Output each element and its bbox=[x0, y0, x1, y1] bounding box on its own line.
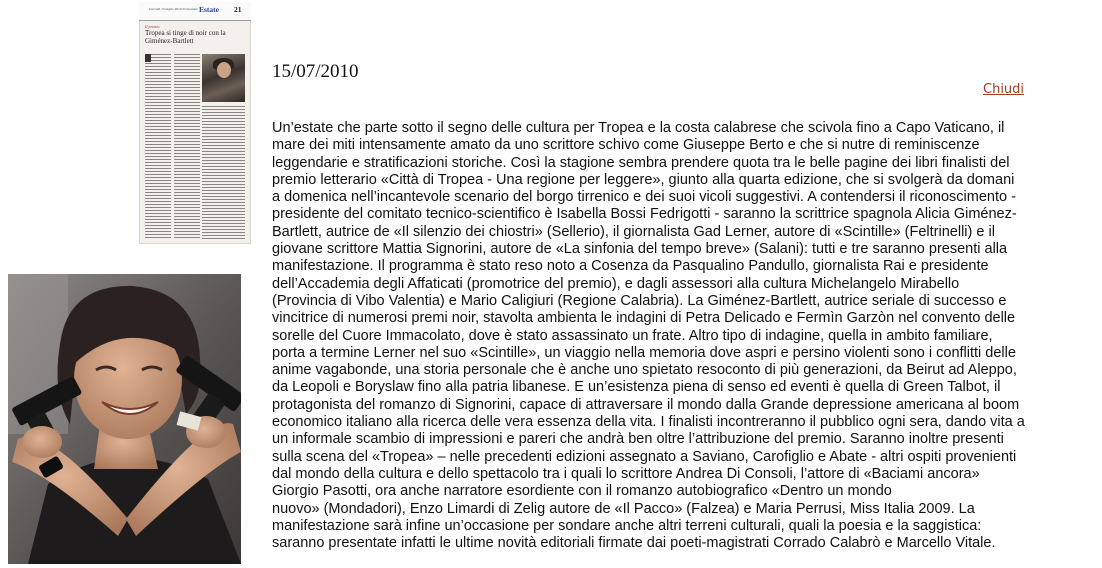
author-photo bbox=[8, 274, 241, 564]
clipping-page-number: 21 bbox=[234, 5, 242, 14]
article-line: giovane scrittore Mattia Signorini, autore de «La sinfonia del tempo breve» (Salani): tutti e tre saranno presenti alla bbox=[272, 241, 1008, 258]
article-line: economico italiano alla ricerca delle vera essenza della vita. I finalisti incontreranno il pubblico ogni sera, dando vita a bbox=[272, 414, 1025, 431]
article-line: manifestazione sarà infine un’occasione per sondare anche altri terreni culturali, quali la poesia e la saggistica: bbox=[272, 517, 982, 534]
close-link[interactable]: Chiudi bbox=[983, 82, 1025, 97]
article-line: nuovo» (Mondadori), Enzo Limardi di Zelig autore de «Il Pacco» (Falzea) e Maria Perrusi, Miss Italia 2009. La bbox=[272, 500, 975, 517]
article-line: (Provincia di Vibo Valentia) e Mario Caligiuri (Regione Calabria). La Giménez-Bartlett, autrice seriale di successo e bbox=[272, 292, 1007, 309]
clipping-section: Estate bbox=[199, 5, 219, 14]
article-line: presidente del comitato tecnico-scientifico è Isabella Bossi Fedrigotti - saranno la scrittrice spagnola Alicia Giménez- bbox=[272, 206, 1017, 223]
article-line: leggendarie e stratificazioni storiche. Così la stagione sembra prendere quota tra le belle pagine dei libri finalisti del bbox=[272, 154, 1010, 171]
clipping-date-line: Giovedì 15 luglio 2010 Il Giornale bbox=[149, 7, 198, 11]
clipping-masthead bbox=[139, 2, 251, 21]
article-line: vincitrice di numerosi premi noir, stavolta ambienta le indagini di Petra Delicado e Fermìn Garzòn nel convento delle bbox=[272, 310, 1016, 327]
article-line: Un’estate che parte sotto il segno delle cultura per Tropea e la costa calabrese che scivola fino a Capo Vaticano, il bbox=[272, 120, 1005, 136]
clipping-drop-cap bbox=[145, 54, 151, 62]
article-line: protagonista del romanzo di Signorini, capace di attraversare il mondo dalla Grande depressione americana al boom bbox=[272, 396, 1020, 413]
article-line: a domenica nell’incantevole scenario del borgo tirrenico e dei suoi vicoli suggestivi. A contendersi il riconoscimento - bbox=[272, 189, 1016, 206]
article-line: manifestazione. Il programma è stato reso noto a Cosenza da Pasqualino Pandullo, giornalista Rai e presidente bbox=[272, 258, 989, 275]
article-line: dal mondo della cultura e dello spettacolo tra i quali lo scrittore Andrea Di Consoli, l’attore di «Baciami ancora» bbox=[272, 465, 980, 482]
article-line: dell’Accademia degli Affaticati (promotrice del premio), e dagli assessori alla cultura Michelangelo Mirabello bbox=[272, 275, 960, 292]
article-line: porta a termine Lerner nel suo «Scintille», un viaggio nella memoria dove aspri e persino violenti sono i conflitti delle bbox=[272, 344, 1016, 361]
article-line: saranno presentate infatti le ultime novità editoriali firmate dai poeti-magistrati Corrado Calabrò e Marcello Vitale. bbox=[272, 535, 996, 552]
article-line: da Leopoli e Boryslaw fino alla patria libanese. E un’esistenza piena di senso ed eventi è quella di Green Talbot, il bbox=[272, 379, 1001, 396]
article-line: sorelle del Cuore Immacolato, dove è stato assassinato un frate. Altro tipo di indagine, quella in ambito familiare, bbox=[272, 327, 993, 344]
article-body bbox=[272, 120, 1092, 552]
article-date: 15/07/2010 bbox=[272, 61, 359, 82]
article-line: sulla scena del «Tropea» – nelle precedenti edizioni assegnato a Saviano, Carofiglio e Abate - altri ospiti provenienti bbox=[272, 448, 1017, 465]
newspaper-clipping-thumbnail[interactable] bbox=[139, 2, 251, 244]
article-line: Bartlett, autrice de «Il silenzio dei chiostri» (Sellerio), il giornalista Gad Lerner, autore di «Scintille» (Feltrinelli) e il bbox=[272, 223, 995, 240]
clipping-text-columns bbox=[145, 54, 245, 240]
article-line: anime vagabonde, una storia personale che è anche uno spietato resoconto di più generazioni, da Beirut ad Aleppo, bbox=[272, 362, 1017, 379]
clipping-kicker: Il premio bbox=[145, 24, 160, 29]
article-line: un informale scambio di impressioni e pareri che andrà ben oltre l’attribuzione del premio. Saranno inoltre presenti bbox=[272, 431, 1004, 448]
clipping-headline: Tropea si tinge di noir con la Giménez-Bartlett bbox=[145, 29, 226, 45]
article-line: Giorgio Pasotti, ora anche narratore esordiente con il romanzo autobiografico «Dentro un mondo bbox=[272, 483, 892, 500]
article-line: mare dei miti intensamente amato da uno scrittore schivo come Giuseppe Berto e che si nutre di reminiscenze bbox=[272, 137, 980, 154]
article-line: premio letterario «Città di Tropea - Una regione per leggere», giunto alla quarta edizione, che si svolgerà da domani bbox=[272, 171, 1015, 188]
